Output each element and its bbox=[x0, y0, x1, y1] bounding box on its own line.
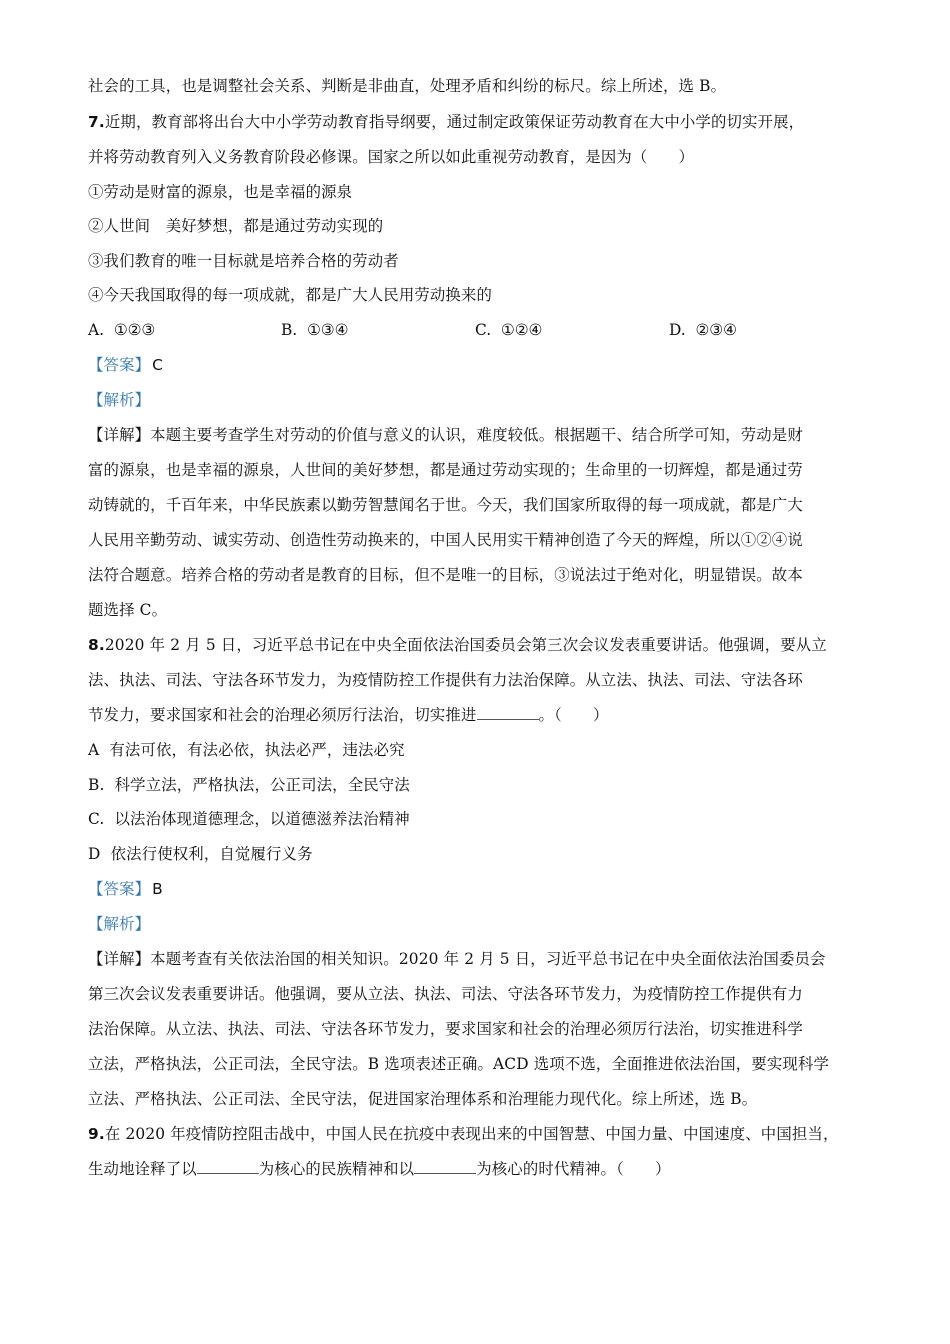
q7-detail-line6: 题选择 C。 bbox=[88, 601, 168, 619]
q7-detail-line3: 动铸就的，千百年来，中华民族素以勤劳智慧闻名于世。今天，我们国家所取得的每一项成就，都是广大 bbox=[88, 496, 803, 514]
answer-value: C bbox=[152, 356, 164, 374]
detail-tag: 【详解】 bbox=[88, 426, 151, 444]
q7-option-b: B. ①③④ bbox=[281, 321, 349, 339]
answer-value: B bbox=[152, 880, 163, 898]
q7-detail-line1: 【详解】本题主要考查学生对劳动的价值与意义的认识，难度较低。根据题干、结合所学可知，劳动是财 bbox=[88, 426, 803, 444]
fill-in-blank-2 bbox=[414, 1159, 476, 1174]
q7-option-c: C. ①②④ bbox=[475, 321, 543, 339]
q8-option-b: B. 科学立法，严格执法，公正司法，全民守法 bbox=[88, 776, 410, 794]
q7-stem-line2: 并将劳动教育列入义务教育阶段必修课。国家之所以如此重视劳动教育，是因为（ ） bbox=[88, 148, 695, 166]
q8-detail-line2: 第三次会议发表重要讲话。他强调，要从立法、执法、司法、守法各环节发力，为疫情防控工作提供有力 bbox=[88, 985, 803, 1003]
q7-option-d: D. ②③④ bbox=[669, 321, 737, 339]
q8-answer bbox=[88, 879, 163, 899]
q8-stem-line1: 8.2020 年 2 月 5 日，习近平总书记在中央全面依法治国委员会第三次会议发表重要讲话。他强调，要从立 bbox=[88, 636, 827, 654]
q8-stem-line3: 节发力，要求国家和社会的治理必须厉行法治，切实推进 。（ ） bbox=[88, 706, 609, 724]
q8-analysis-tag: 【解析】 bbox=[88, 915, 151, 933]
answer-tag: 【答案】 bbox=[88, 356, 151, 374]
fill-in-blank bbox=[477, 705, 539, 720]
q8-detail-line4: 立法，严格执法，公正司法，全民守法。B 选项表述正确。ACD 选项不选，全面推进依法治国，要实现科学 bbox=[88, 1055, 830, 1073]
q9-number: 9. bbox=[88, 1125, 105, 1143]
q7-detail-line5: 法符合题意。培养合格的劳动者是教育的目标，但不是唯一的目标，③说法过于绝对化，明显错误。故本 bbox=[88, 566, 803, 584]
q8-stem-line2: 法、执法、司法、守法各环节发力，为疫情防控工作提供有力法治保障。从立法、执法、司法、守法各环 bbox=[88, 671, 803, 689]
carryover-line: 社会的工具，也是调整社会关系、判断是非曲直，处理矛盾和纠纷的标尺。综上所述，选 B。 bbox=[88, 77, 727, 95]
q8-number: 8. bbox=[88, 636, 105, 654]
q7-statement-3: ③我们教育的唯一目标就是培养合格的劳动者 bbox=[88, 252, 399, 270]
q9-stem-line2: 生动地诠释了以 为核心的民族精神和以 为核心的时代精神。（ ） bbox=[88, 1160, 671, 1178]
fill-in-blank-1 bbox=[197, 1159, 259, 1174]
q8-detail-line5: 立法、严格执法、公正司法、全民守法，促进国家治理体系和治理能力现代化。综上所述，选 B。 bbox=[88, 1090, 758, 1108]
q7-option-a: A. ①②③ bbox=[88, 321, 156, 339]
answer-tag: 【答案】 bbox=[88, 880, 151, 898]
q7-analysis-tag: 【解析】 bbox=[88, 391, 151, 409]
q7-detail-line2: 富的源泉，也是幸福的源泉，人世间的美好梦想，都是通过劳动实现的；生命里的一切辉煌，都是通过劳 bbox=[88, 461, 803, 479]
q8-detail-line1: 【详解】本题考查有关依法治国的相关知识。2020 年 2 月 5 日，习近平总书记在中央全面依法治国委员会 bbox=[88, 950, 826, 968]
q7-answer bbox=[88, 355, 163, 375]
q7-statement-4: ④今天我国取得的每一项成就，都是广大人民用劳动换来的 bbox=[88, 286, 493, 304]
q8-option-a: A 有法可依，有法必依，执法必严，违法必究 bbox=[88, 741, 405, 759]
q8-option-c: C. 以法治体现道德理念，以道德滋养法治精神 bbox=[88, 810, 410, 828]
q7-statement-2: ②人世间 美好梦想，都是通过劳动实现的 bbox=[88, 217, 384, 235]
q7-stem-line1 bbox=[88, 112, 804, 132]
q7-number: 7. bbox=[88, 113, 105, 131]
q7-statement-1: ①劳动是财富的源泉，也是幸福的源泉 bbox=[88, 183, 353, 201]
q7-detail-line4: 人民用辛勤劳动、诚实劳动、创造性劳动换来的，中国人民用实干精神创造了今天的辉煌，所以①②④说 bbox=[88, 531, 803, 549]
q7-stem-text: 近期，教育部将出台大中小学劳动教育指导纲要，通过制定政策保证劳动教育在大中小学的切实开展， bbox=[104, 113, 805, 131]
q8-detail-line3: 法治保障。从立法、执法、司法、守法各环节发力，要求国家和社会的治理必须厉行法治，切实推进科学 bbox=[88, 1020, 803, 1038]
q8-option-d: D 依法行使权利，自觉履行义务 bbox=[88, 845, 313, 863]
detail-tag: 【详解】 bbox=[88, 950, 151, 968]
q9-stem-line1: 9.在 2020 年疫情防控阻击战中，中国人民在抗疫中表现出来的中国智慧、中国力量、中国速度、中国担当， bbox=[88, 1125, 839, 1143]
